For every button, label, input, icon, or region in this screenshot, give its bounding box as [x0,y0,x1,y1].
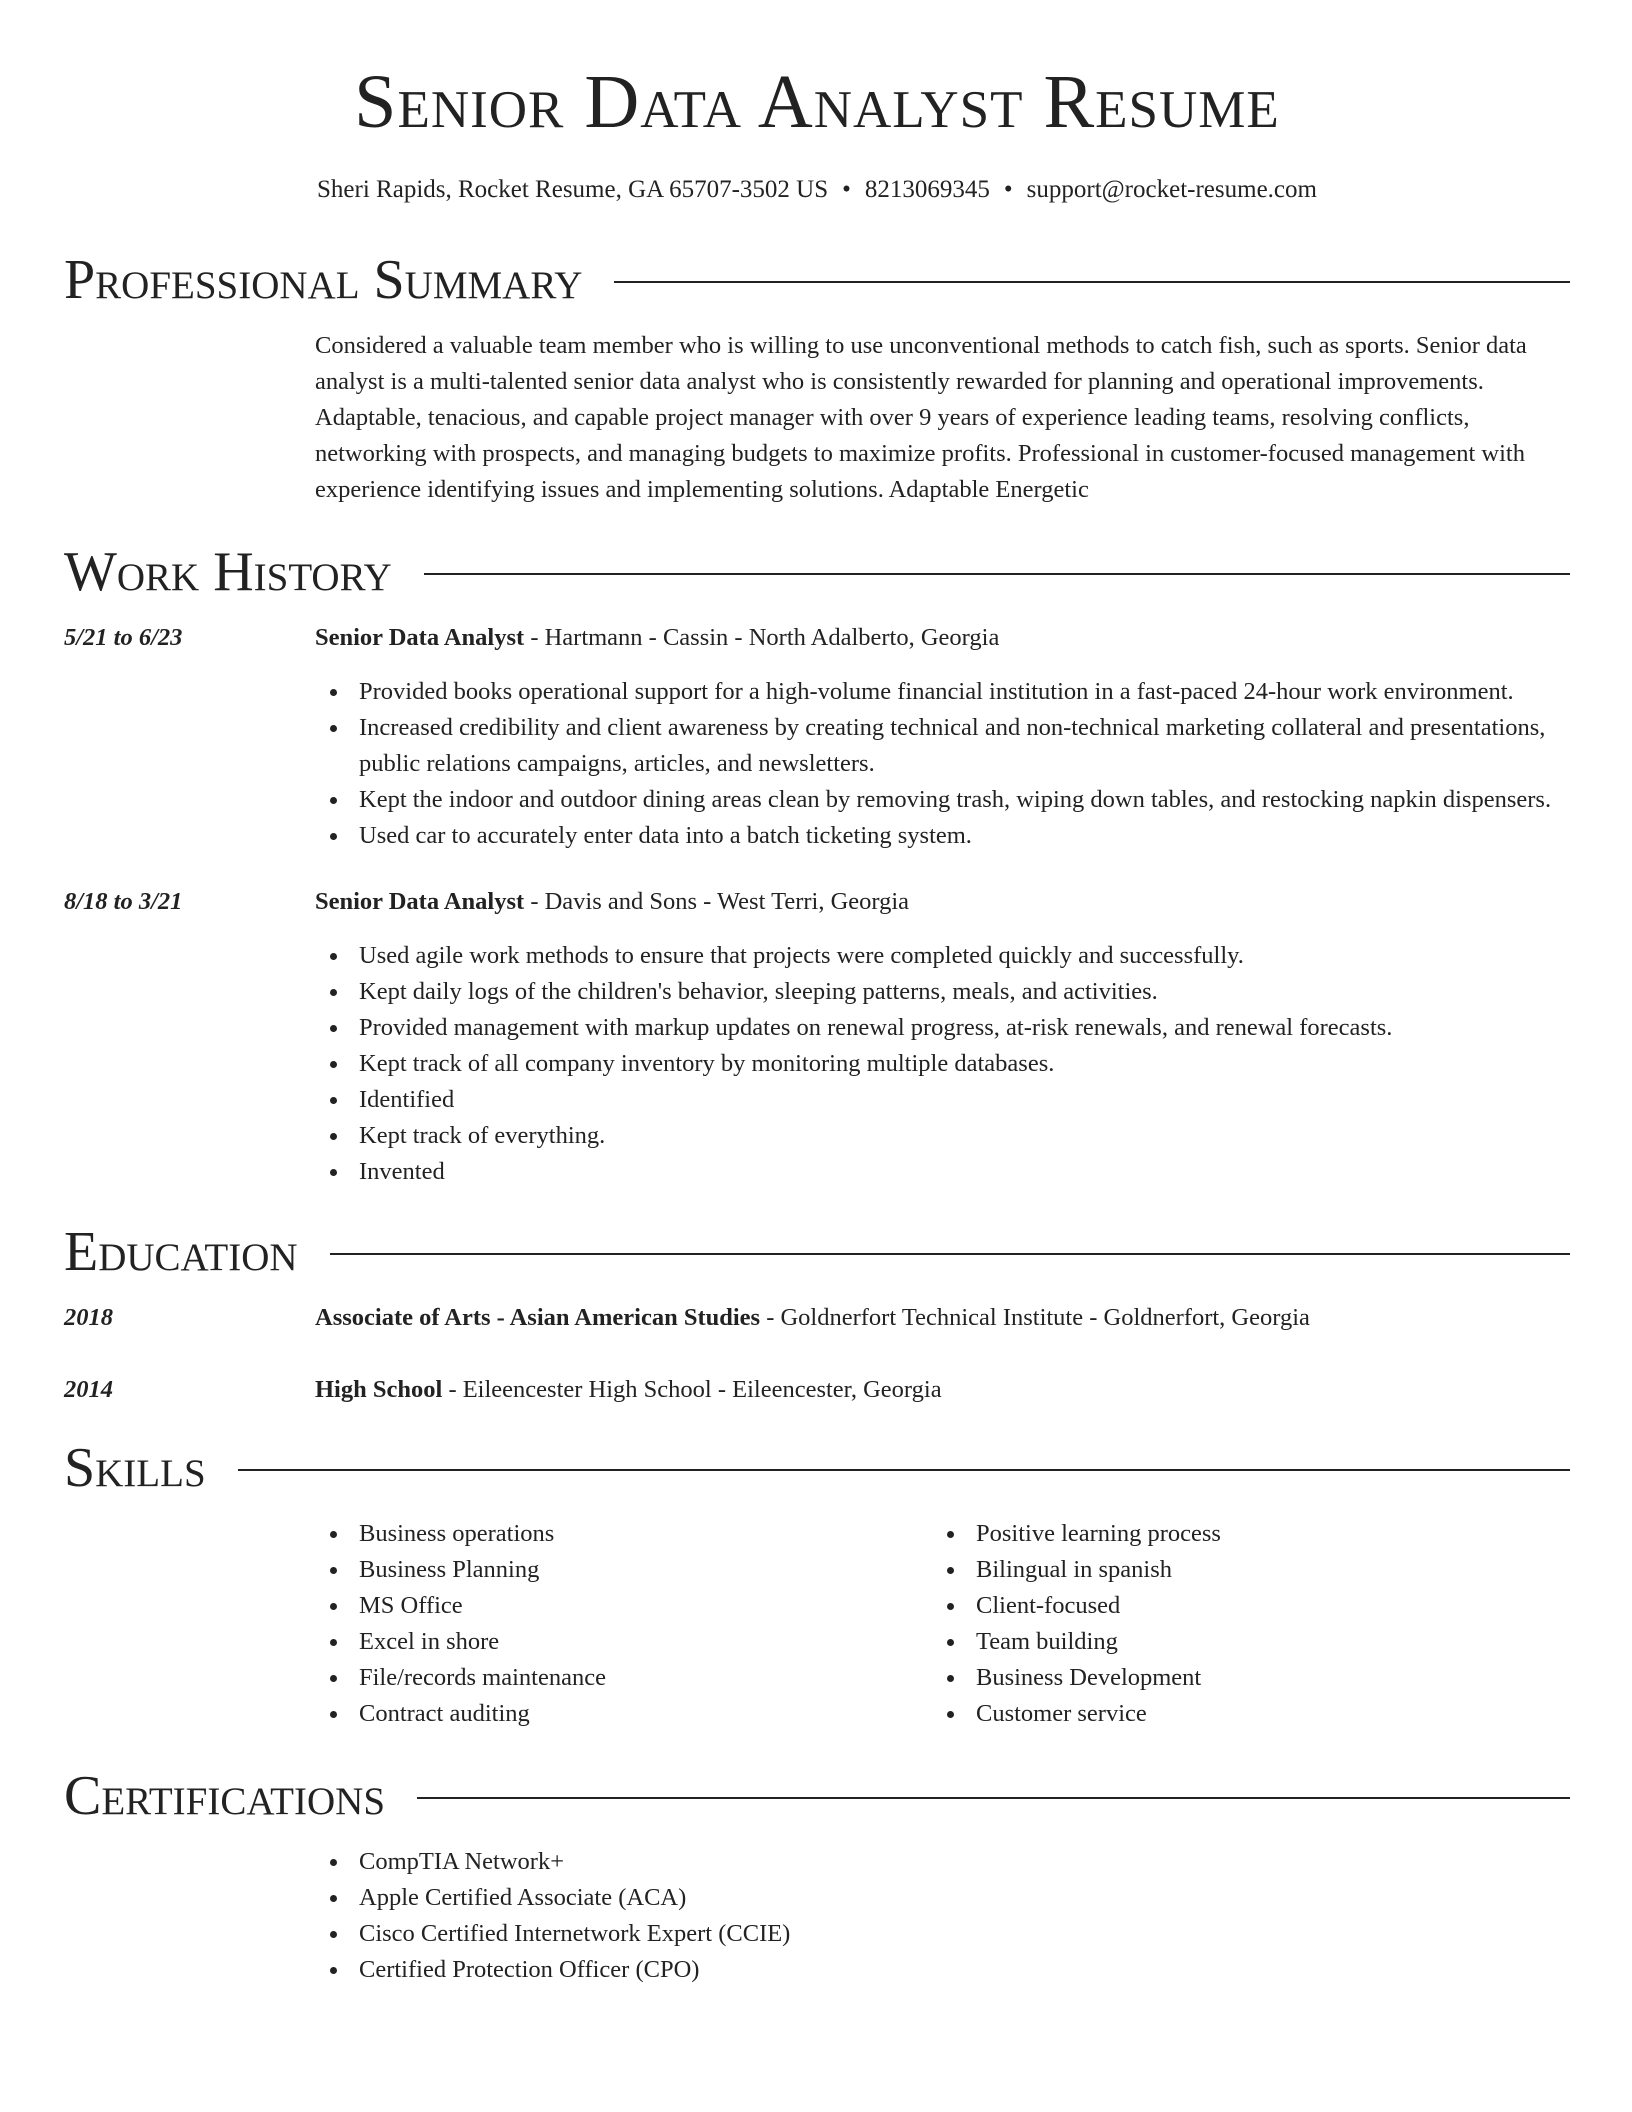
education-degree: High School [315,1376,443,1403]
job-heading [315,884,1570,920]
job-bullets [315,674,1570,854]
summary-paragraph: Considered a valuable team member who is willing to use unconventional methods to catch fish, such as sports. Senior data analyst is a multi-talented senior data analyst who is consistently rewarded for planning and operational improvements. Adaptable, tenacious, and capable project manager with over 9 years of experience leading teams, resolving conflicts, networking with prospects, and managing budgets to maximize profits. Professional in customer-focused management with experience identifying issues and implementing solutions. Adaptable Energetic [315,332,1527,503]
skill-item: Client-focused [932,1588,1549,1624]
skills-column-left [315,1516,932,1732]
resume-title: Senior Data Analyst Resume [354,60,1280,144]
job-entry [64,620,1570,854]
skill-item: File/records maintenance [315,1660,932,1696]
education-entry [64,1372,1570,1408]
job-bullet: Used car to accurately enter data into a batch ticketing system. [315,818,1570,854]
certification-item: Apple Certified Associate (ACA) [315,1880,1570,1916]
job-dates: 8/18 to 3/21 [64,888,183,915]
skill-item: Bilingual in spanish [932,1552,1549,1588]
job-header [64,620,1570,656]
education-section-heading [64,1221,1570,1283]
job-bullet: Provided management with markup updates on renewal progress, at-risk renewals, and renewal forecasts. [315,1010,1570,1046]
certification-item: CompTIA Network+ [315,1844,1570,1880]
job-title: Senior Data Analyst [315,624,525,651]
skills-section-heading [64,1437,1570,1499]
skill-item: Contract auditing [315,1696,932,1732]
job-bullet: Kept the indoor and outdoor dining areas clean by removing trash, wiping down tables, and restocking napkin dispensers. [315,782,1570,818]
contact-separator: • [842,176,851,203]
section-divider [424,573,1570,575]
job-bullets [315,938,1570,1190]
job-bullet: Kept daily logs of the children's behavior, sleeping patterns, meals, and activities. [315,974,1570,1010]
skill-item: Customer service [932,1696,1549,1732]
contact-email: support@rocket-resume.com [1026,176,1317,203]
job-bullet: Used agile work methods to ensure that projects were completed quickly and successfully. [315,938,1570,974]
summary-section-heading [64,249,1570,311]
job-entry [64,884,1570,1190]
section-divider [238,1469,1570,1471]
skill-item: Business Development [932,1660,1549,1696]
skills-heading-text: Skills [64,1437,206,1499]
job-title: Senior Data Analyst [315,888,525,915]
skill-item: Positive learning process [932,1516,1549,1552]
job-bullet: Kept track of everything. [315,1118,1570,1154]
section-divider [330,1253,1570,1255]
certifications-section-heading [64,1765,1570,1827]
certification-item: Certified Protection Officer (CPO) [315,1952,1570,1988]
education-heading-text: Education [64,1221,298,1283]
contact-separator: • [1003,176,1013,203]
job-header [64,884,1570,920]
skill-item: Business Planning [315,1552,932,1588]
job-details: - Hartmann - Cassin - North Adalberto, Georgia [524,624,1000,651]
education-degree: Associate of Arts - Asian American Studies [315,1304,761,1331]
education-details: - Eileencester High School - Eileencester, Georgia [442,1376,942,1403]
education-details: - Goldnerfort Technical Institute - Goldnerfort, Georgia [760,1304,1310,1331]
education-heading [315,1372,1570,1408]
education-entry [64,1300,1570,1336]
resume-page [64,0,1570,1988]
education-heading [315,1300,1570,1336]
job-details: - Davis and Sons - West Terri, Georgia [524,888,910,915]
skill-item: Business operations [315,1516,932,1552]
contact-line [64,176,1570,204]
section-divider [417,1797,1570,1799]
job-dates: 5/21 to 6/23 [64,624,183,651]
job-bullet: Identified [315,1082,1570,1118]
contact-phone: 8213069345 [864,176,990,203]
skills-list [315,1516,1570,1732]
job-bullet: Invented [315,1154,1570,1190]
work-section-heading [64,541,1570,603]
job-heading [315,620,1570,656]
job-bullet: Kept track of all company inventory by monitoring multiple databases. [315,1046,1570,1082]
summary-heading-text: Professional Summary [64,249,583,311]
job-bullet: Increased credibility and client awareness by creating technical and non-technical marketing collateral and presentations, public relations campaigns, articles, and newsletters. [315,710,1570,782]
skills-column-right [932,1516,1549,1732]
certification-item: Cisco Certified Internetwork Expert (CCIE) [315,1916,1570,1952]
certifications-heading-text: Certifications [64,1765,386,1827]
work-heading-text: Work History [64,541,392,603]
certifications-list [315,1844,1570,1988]
skill-item: Excel in shore [315,1624,932,1660]
skill-item: MS Office [315,1588,932,1624]
skill-item: Team building [932,1624,1549,1660]
job-bullet: Provided books operational support for a high-volume financial institution in a fast-paced 24-hour work environment. [315,674,1570,710]
education-year: 2018 [64,1304,113,1331]
section-divider [614,281,1570,283]
education-year: 2014 [64,1376,113,1403]
contact-address: Sheri Rapids, Rocket Resume, GA 65707-3502 US [317,176,829,203]
